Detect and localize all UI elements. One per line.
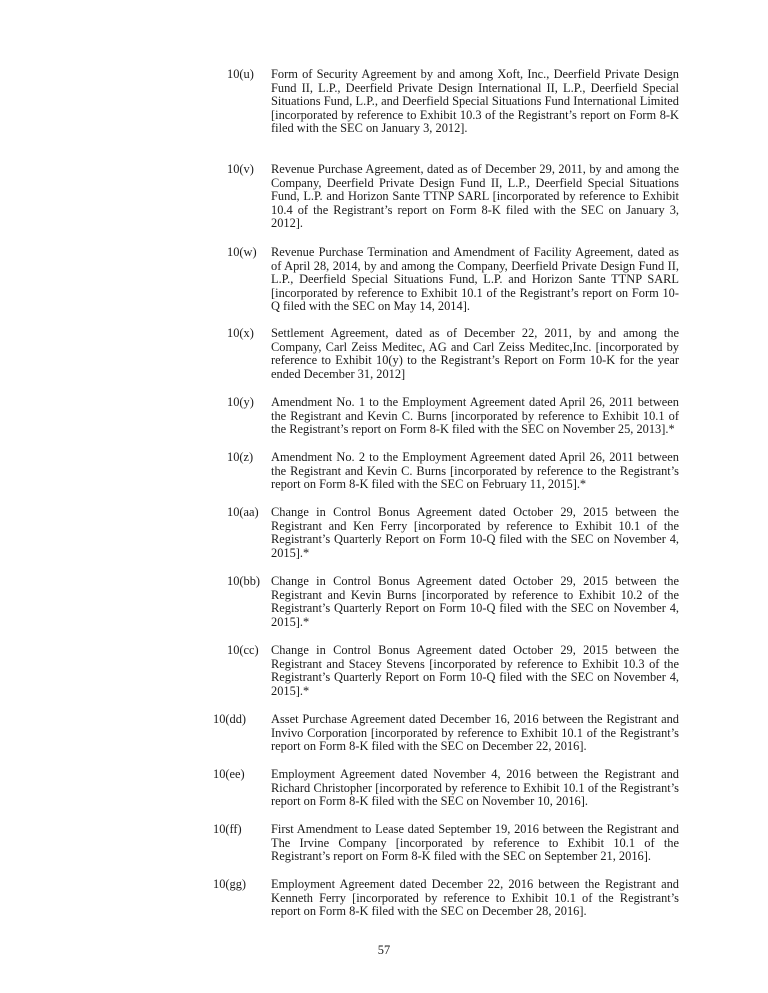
exhibit-label: 10(ff): [213, 822, 242, 836]
page-number: 57: [377, 943, 391, 957]
exhibit-label: 10(y): [227, 395, 254, 409]
exhibit-description: Asset Purchase Agreement dated December 16, 2016 between the Registrant and Invivo Corporation [incorporated by reference to Exhibit 10.1 of the Registrant’s report on Form 8-K filed with the SEC on December 22, 2016].: [271, 712, 679, 754]
exhibit-label: 10(gg): [213, 877, 247, 891]
exhibit-label: 10(cc): [227, 643, 259, 657]
exhibit-description: Revenue Purchase Termination and Amendment of Facility Agreement, dated as of April 28, 2014, by and among the Company, Deerfield Private Design Fund II, L.P., Deerfield Special Situations Fund, L.P. and Horizon Sante TTNP SARL [incorporated by reference to Exhibit 10.1 of the Registrant’s report on Form 10-Q filed with the SEC on May 14, 2014].: [271, 245, 679, 314]
exhibit-description: Form of Security Agreement by and among Xoft, Inc., Deerfield Private Design Fund II, L.P., Deerfield Private Design International II, L.P., Deerfield Special Situations Fund, L.P., and Deerfield Special Situations Fund International Limited [incorporated by reference to Exhibit 10.3 of the Registrant’s report on Form 8-K filed with the SEC on January 3, 2012].: [271, 67, 679, 136]
exhibit-description: Employment Agreement dated December 22, 2016 between the Registrant and Kenneth Ferry [incorporated by reference to Exhibit 10.1 of the Registrant’s report on Form 8-K filed with the SEC on December 28, 2016].: [271, 877, 679, 919]
exhibit-label: 10(ee): [213, 767, 245, 781]
exhibit-label: 10(v): [227, 162, 254, 176]
exhibit-label: 10(u): [227, 67, 254, 81]
exhibit-label: 10(x): [227, 326, 254, 340]
exhibit-label: 10(z): [227, 450, 254, 464]
exhibit-description: Amendment No. 1 to the Employment Agreement dated April 26, 2011 between the Registrant and Kevin C. Burns [incorporated by reference to Exhibit 10.1 of the Registrant’s report on Form 8-K filed with the SEC on November 25, 2013].*: [271, 395, 679, 437]
exhibit-label: 10(dd): [213, 712, 247, 726]
exhibit-label: 10(aa): [227, 505, 259, 519]
exhibit-description: Change in Control Bonus Agreement dated October 29, 2015 between the Registrant and Ken Ferry [incorporated by reference to Exhibit 10.1 of the Registrant’s Quarterly Report on Form 10-Q filed with the SEC on November 4, 2015].*: [271, 505, 679, 560]
exhibit-description: First Amendment to Lease dated September 19, 2016 between the Registrant and The Irvine Company [incorporated by reference to Exhibit 10.1 of the Registrant’s report on Form 8-K filed with the SEC on September 21, 2016].: [271, 822, 679, 864]
exhibit-description: Amendment No. 2 to the Employment Agreement dated April 26, 2011 between the Registrant and Kevin C. Burns [incorporated by reference to the Registrant’s report on Form 8-K filed with the SEC on February 11, 2015].*: [271, 450, 679, 492]
exhibit-description: Settlement Agreement, dated as of December 22, 2011, by and among the Company, Carl Zeiss Meditec, AG and Carl Zeiss Meditec,Inc. [incorporated by reference to Exhibit 10(y) to the Registrant’s Report on Form 10-K for the year ended December 31, 2012]: [271, 326, 679, 381]
exhibit-description: Revenue Purchase Agreement, dated as of December 29, 2011, by and among the Company, Deerfield Private Design Fund II, L.P., Deerfield Special Situations Fund, L.P. and Horizon Sante TTNP SARL [incorporated by reference to Exhibit 10.4 of the Registrant’s report on Form 8-K filed with the SEC on January 3, 2012].: [271, 162, 679, 231]
exhibit-label: 10(w): [227, 245, 257, 259]
exhibit-description: Change in Control Bonus Agreement dated October 29, 2015 between the Registrant and Kevin Burns [incorporated by reference to Exhibit 10.2 of the Registrant’s Quarterly Report on Form 10-Q filed with the SEC on November 4, 2015].*: [271, 574, 679, 629]
exhibit-description: Employment Agreement dated November 4, 2016 between the Registrant and Richard Christopher [incorporated by reference to Exhibit 10.1 of the Registrant’s report on Form 8-K filed with the SEC on November 10, 2016].: [271, 767, 679, 809]
exhibit-label: 10(bb): [227, 574, 261, 588]
exhibit-description: Change in Control Bonus Agreement dated October 29, 2015 between the Registrant and Stacey Stevens [incorporated by reference to Exhibit 10.3 of the Registrant’s Quarterly Report on Form 10-Q filed with the SEC on November 4, 2015].*: [271, 643, 679, 698]
